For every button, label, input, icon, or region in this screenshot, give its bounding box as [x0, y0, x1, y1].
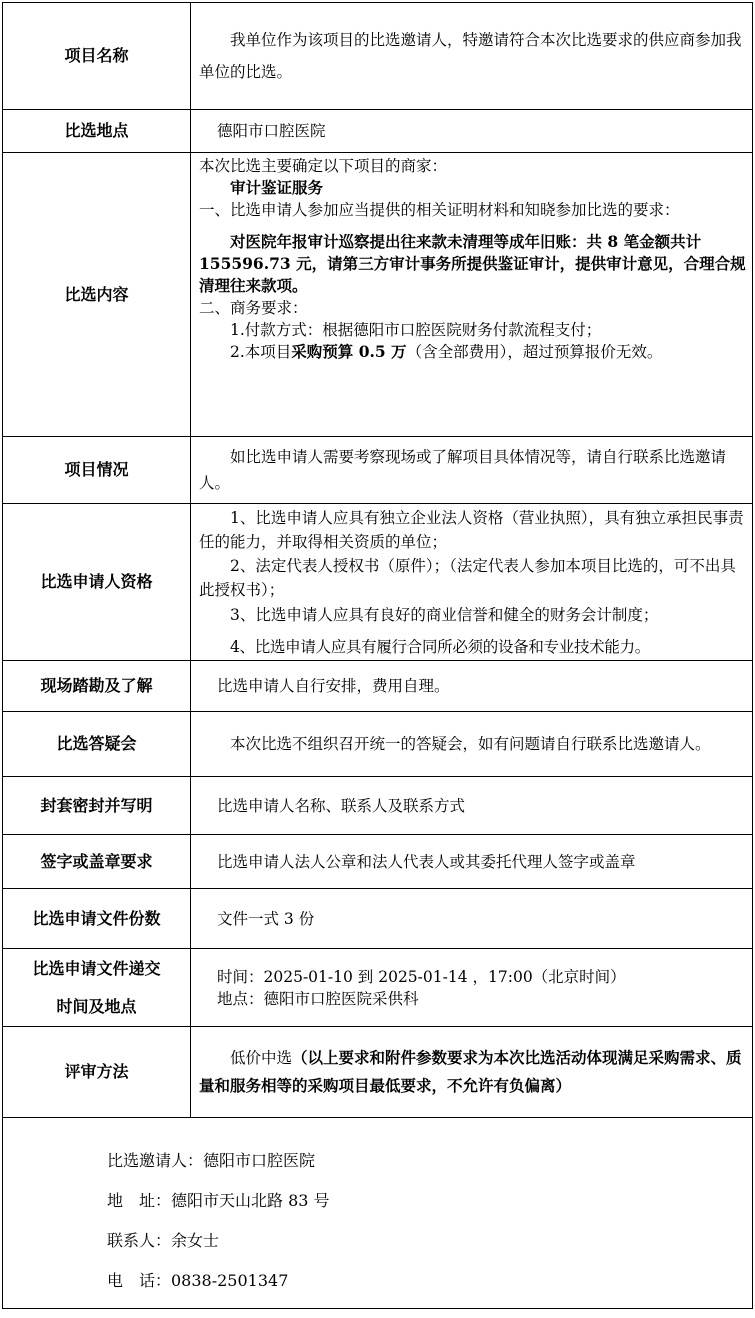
table-row: [3, 777, 753, 835]
row-label: 签字或盖章要求: [3, 835, 191, 889]
qual-2: 2、法定代表人授权书（原件）；（法定代表人参加本项目比选的，可不出具此授权书）；: [199, 557, 736, 599]
row-value: [191, 153, 753, 437]
qual-3: 3、比选申请人应具有良好的商业信誉和健全的财务会计制度；: [230, 606, 659, 624]
table-row: [3, 712, 753, 777]
submit-time: 时间：2025-01-10 到 2025-01-14 ，17:00（北京时间）: [217, 967, 626, 986]
row-label: 比选内容: [3, 153, 191, 437]
table-row: [3, 1027, 753, 1118]
table-row: [3, 504, 753, 661]
row-label: [3, 949, 191, 1027]
row-label: 比选地点: [3, 110, 191, 153]
budget-post: （含全部费用），超过预算报价无效。: [406, 343, 663, 361]
budget-pre: 2.本项目: [230, 343, 292, 361]
table-row: [3, 3, 753, 110]
content-intro: 本次比选主要确定以下项目的商家：: [199, 157, 448, 175]
label-line-1: 比选申请文件递交: [32, 958, 161, 978]
address-line: 地 址：德阳市天山北路 83 号: [107, 1191, 330, 1210]
row-label: 评审方法: [3, 1027, 191, 1118]
row-label: 比选申请文件份数: [3, 889, 191, 949]
content-budget: [199, 341, 746, 363]
row-value: [191, 110, 753, 153]
seal-text: 比选申请人名称、联系人及联系方式: [217, 796, 466, 815]
qa-text: 本次比选不组织召开统一的答疑会，如有问题请自行联系比选邀请人。: [230, 735, 711, 753]
row-value: [191, 504, 753, 661]
row-value: [191, 835, 753, 889]
location-text: 德阳市口腔医院: [217, 122, 326, 140]
review-bold: （以上要求和附件参数要求为本次比选活动体现满足采购需求、质量和服务相等的采购项目最低要求，不允许有负偏离）: [199, 1048, 742, 1095]
sign-text: 比选申请人法人公章和法人代表人或其委托代理人签字或盖章: [217, 852, 636, 871]
row-value: [191, 777, 753, 835]
phone-line: 电 话：0838-2501347: [107, 1271, 289, 1290]
row-value: [191, 712, 753, 777]
table-row: [3, 949, 753, 1027]
contact-line: 联系人：余女士: [107, 1231, 220, 1250]
content-detail: 对医院年报审计巡察提出往来款未清理等成年旧账：共 8 笔金额共计 155596.73 元，请第三方审计事务所提供鉴证审计，提供审计意见，合理合规清理往来款项。: [199, 232, 746, 295]
table-row: [3, 110, 753, 153]
content-pay: 1.付款方式：根据德阳市口腔医院财务付款流程支付；: [230, 321, 602, 339]
budget-bold: 采购预算 0.5 万: [291, 342, 407, 361]
contact-footer: [2, 1118, 753, 1309]
row-value: [191, 1027, 753, 1118]
review-pre: 低价中选: [230, 1049, 293, 1067]
row-value: [191, 3, 753, 110]
label-line-2: 时间及地点: [56, 996, 137, 1016]
content-req2: 二、商务要求：: [199, 299, 308, 317]
row-label: 项目情况: [3, 437, 191, 504]
table-row: [3, 889, 753, 949]
table-row: [3, 661, 753, 712]
table-row: [3, 835, 753, 889]
row-label: 比选答疑会: [3, 712, 191, 777]
row-label: 比选申请人资格: [3, 504, 191, 661]
row-value: [191, 661, 753, 712]
document: [2, 2, 753, 1309]
project-name-text: 我单位作为该项目的比选邀请人，特邀请符合本次比选要求的供应商参加我单位的比选。: [199, 31, 742, 81]
row-label: 现场踏勘及了解: [3, 661, 191, 712]
qual-1: 1、比选申请人应具有独立企业法人资格（营业执照），具有独立承担民事责任的能力，并取得相关资质的单位；: [199, 509, 744, 551]
content-service: 审计鉴证服务: [230, 178, 324, 197]
qual-4: 4、比选申请人应具有履行合同所必须的设备和专业技术能力。: [230, 638, 650, 656]
copies-text: 文件一式 3 份: [217, 909, 315, 928]
survey-text: 比选申请人自行安排，费用自理。: [217, 677, 450, 695]
inviter-line: 比选邀请人：德阳市口腔医院: [107, 1151, 316, 1170]
review-text: [199, 1044, 746, 1100]
situation-text: 如比选申请人需要考察现场或了解项目具体情况等，请自行联系比选邀请人。: [199, 448, 727, 492]
row-label: 项目名称: [3, 3, 191, 110]
content-req1: 一、比选申请人参加应当提供的相关证明材料和知晓参加比选的要求：: [199, 201, 680, 219]
table-row: [3, 437, 753, 504]
submit-place: 地点：德阳市口腔医院采供科: [217, 989, 419, 1008]
row-label: 封套密封并写明: [3, 777, 191, 835]
row-value: [191, 437, 753, 504]
info-table: [2, 2, 753, 1118]
row-value: [191, 949, 753, 1027]
row-value: [191, 889, 753, 949]
table-row: [3, 153, 753, 437]
